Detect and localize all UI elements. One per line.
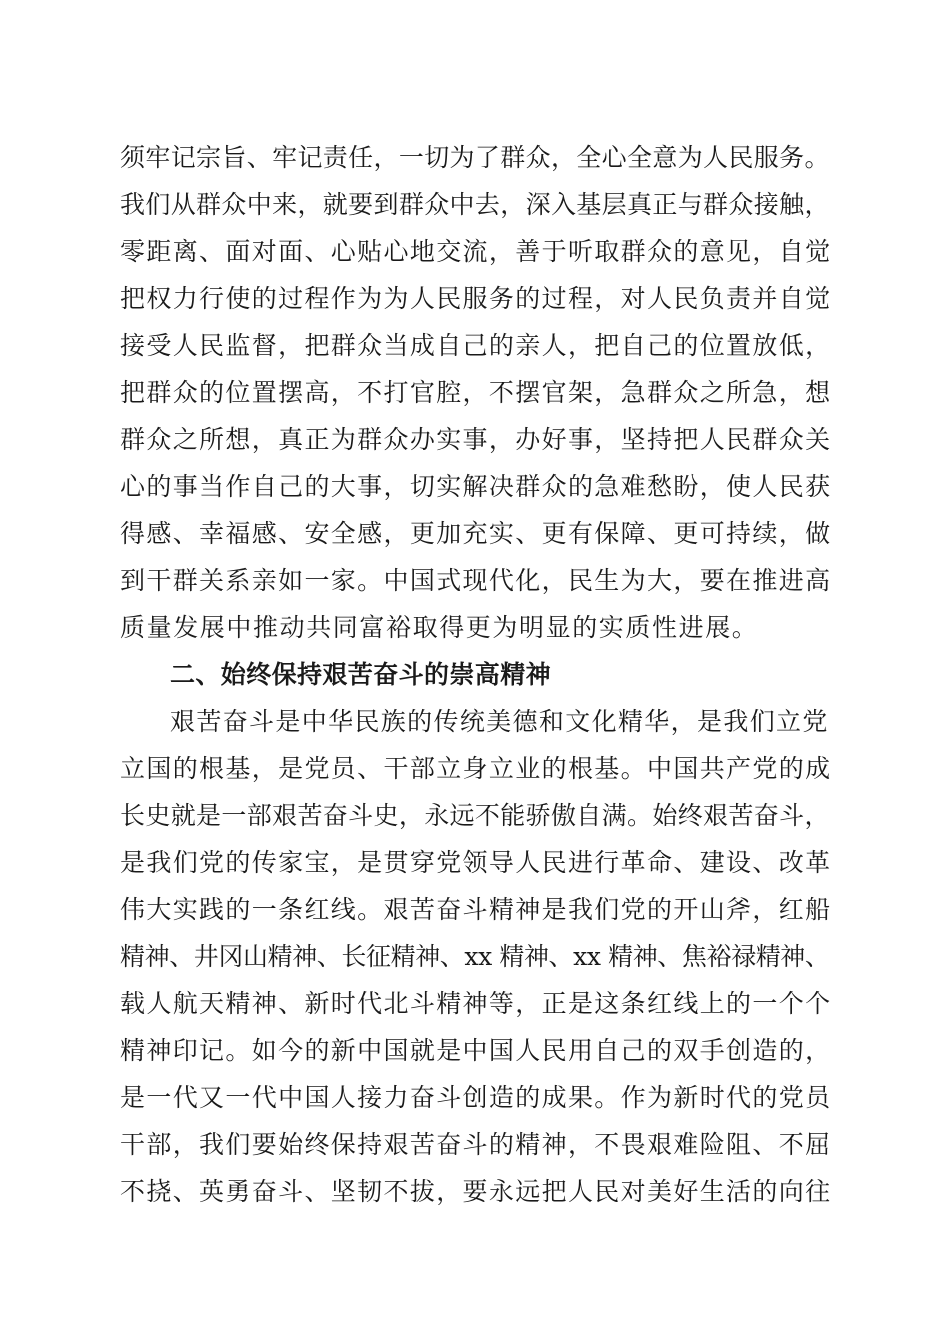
- body-text-line: 接受人民监督，把群众当成自己的亲人，把自己的位置放低，: [120, 331, 832, 360]
- body-text-line: 群众之所想，真正为群众办实事，办好事，坚持把人民群众关: [120, 425, 832, 454]
- body-text-line: 到干群关系亲如一家。中国式现代化，民生为大，要在推进高: [120, 566, 832, 595]
- body-text-line: 得感、幸福感、安全感，更加充实、更有保障、更可持续，做: [120, 519, 832, 548]
- body-text-line: 干部，我们要始终保持艰苦奋斗的精神，不畏艰难险阻、不屈: [120, 1130, 832, 1159]
- body-text-line: 精神印记。如今的新中国就是中国人民用自己的双手创造的，: [120, 1036, 832, 1065]
- body-text-line: 艰苦奋斗是中华民族的传统美德和文化精华，是我们立党: [170, 707, 829, 736]
- body-text-line: 把权力行使的过程作为为人民服务的过程，对人民负责并自觉: [120, 284, 832, 313]
- body-text-line: 载人航天精神、新时代北斗精神等，正是这条红线上的一个个: [120, 989, 832, 1018]
- body-text-line: 长史就是一部艰苦奋斗史，永远不能骄傲自满。始终艰苦奋斗，: [120, 801, 830, 830]
- body-text-line: 须牢记宗旨、牢记责任，一切为了群众，全心全意为人民服务。: [120, 143, 830, 172]
- body-text-line: 不挠、英勇奋斗、坚韧不拔，要永远把人民对美好生活的向往: [120, 1177, 832, 1206]
- body-text-line: 是一代又一代中国人接力奋斗创造的成果。作为新时代的党员: [120, 1083, 832, 1112]
- body-text-line: 精神、井冈山精神、长征精神、xx 精神、xx 精神、焦裕禄精神、: [120, 942, 830, 971]
- body-text-line: 伟大实践的一条红线。艰苦奋斗精神是我们党的开山斧，红船: [120, 895, 832, 924]
- section-heading: 二、始终保持艰苦奋斗的崇高精神: [170, 660, 552, 689]
- body-text-line: 质量发展中推动共同富裕取得更为明显的实质性进展。: [120, 613, 759, 642]
- body-text-line: 零距离、面对面、心贴心地交流，善于听取群众的意见，自觉: [120, 237, 832, 266]
- body-text-line: 把群众的位置摆高，不打官腔，不摆官架，急群众之所急，想: [120, 378, 832, 407]
- body-text-line: 心的事当作自己的大事，切实解决群众的急难愁盼，使人民获: [120, 472, 832, 501]
- body-text-line: 立国的根基，是党员、干部立身立业的根基。中国共产党的成: [120, 754, 832, 783]
- body-text-line: 我们从群众中来，就要到群众中去，深入基层真正与群众接触，: [120, 190, 830, 219]
- body-text-line: 是我们党的传家宝，是贯穿党领导人民进行革命、建设、改革: [120, 848, 832, 877]
